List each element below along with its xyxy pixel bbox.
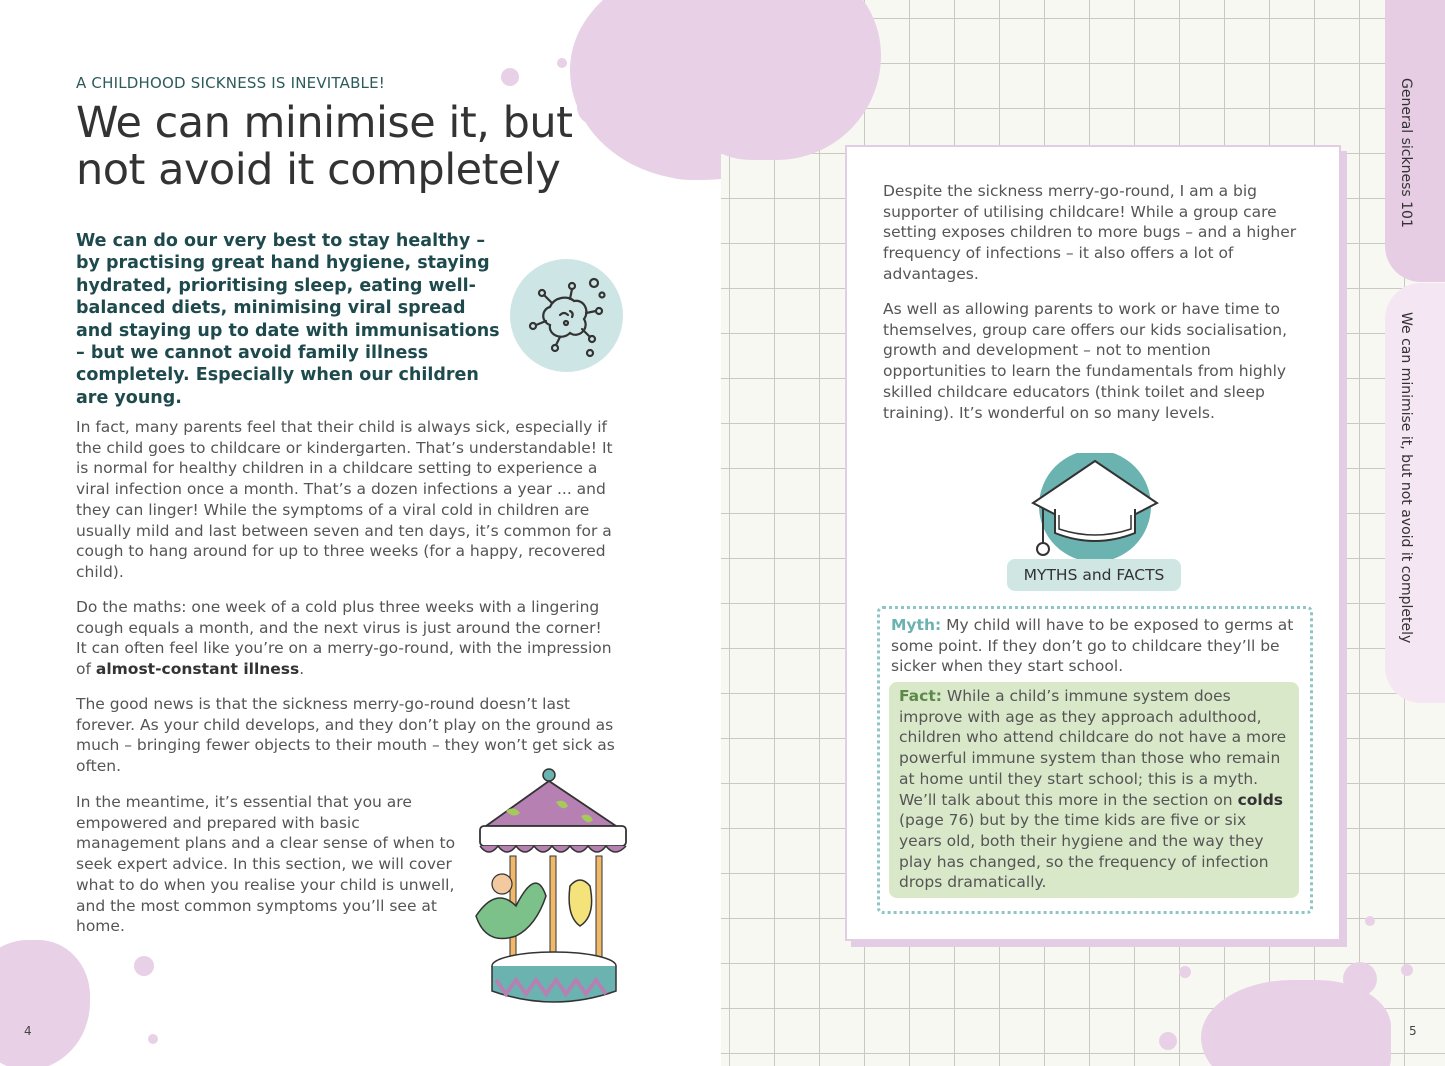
dot-decoration: [134, 956, 154, 976]
fact-label: Fact:: [899, 687, 942, 705]
fact-box: [889, 682, 1299, 898]
card-paragraph-1: Despite the sickness merry-go-round, I am a big supporter of utilising childcare! While a group care setting exposes children to more bugs – and a higher frequency of infections – it also offers a lot of advantages.: [883, 182, 1297, 283]
myth-fact-box: [877, 606, 1313, 914]
dot-decoration: [1159, 1032, 1177, 1050]
paragraph-1: In fact, many parents feel that their child is always sick, especially if the child goes to childcare or kindergarten. That’s understandable! It is normal for healthy children in a childcare setting to experience a viral infection once a month. That’s a dozen infections a year ... and they can linger! While the symptoms of a viral cold in children are usually mild and last between seven and ten days, it’s common for a cough to hang around for up to three weeks (for a happy, recovered child).: [76, 418, 613, 581]
myth-text: [891, 615, 1303, 677]
dot-decoration: [148, 1034, 158, 1044]
top-blob-decoration: [721, 0, 881, 160]
page-number-right: 5: [1409, 1024, 1417, 1038]
fact-body-start: While a child’s immune system does improve with age as they approach adulthood, children who attend childcare do not have a more powerful immune system than those who remain at home until they start school; this is a myth. We’ll talk about this more in the section on: [899, 687, 1287, 809]
dot-decoration: [1179, 966, 1191, 978]
paragraph-2: [76, 597, 616, 680]
fact-body-end: (page 76) but by the time kids are five or six years old, both their hygiene and the way they play has changed, so the frequency of infection drops dramatically.: [899, 811, 1269, 892]
chapter-tab-label: We can minimise it, but not avoid it completely: [1398, 312, 1414, 644]
card-paragraph-2: As well as allowing parents to work or have time to themselves, group care offers our kids socialisation, growth and development – not to mention opportunities to learn the fundamentals from highly skilled childcare educators (think toilet and sleep training). It’s wonderful on so many levels.: [883, 300, 1288, 422]
paragraph-2-start: Do the maths: one week of a cold plus three weeks with a lingering cough equals a month, and the next virus is just around the corner! It can often feel like you’re on a merry-go-round, with the impression of: [76, 598, 612, 679]
eyebrow-label: A CHILDHOOD SICKNESS IS INEVITABLE!: [76, 74, 386, 92]
dot-decoration: [1365, 916, 1375, 926]
page-title: We can minimise it, but not avoid it completely: [76, 98, 573, 195]
dot-decoration: [1343, 962, 1377, 996]
myths-facts-badge: MYTHS and FACTS: [1007, 559, 1181, 591]
colds-bold: colds: [1237, 790, 1284, 809]
intro-paragraph: We can do our very best to stay healthy – by practising great hand hygiene, staying hydrated, prioritising sleep, eating well-balanced diets, minimising viral spread and staying up to date with immunisations – but we cannot avoid family illness completely. Especially when our children are young.: [76, 231, 500, 408]
section-tab-label: General sickness 101: [1398, 78, 1414, 228]
paragraph-2-end: .: [299, 660, 305, 679]
dot-decoration: [1401, 964, 1413, 976]
dot-decoration: [501, 68, 519, 86]
left-page: [0, 0, 721, 1066]
chapter-tab: [1385, 283, 1445, 703]
paragraph-4: In the meantime, it’s essential that you are empowered and prepared with basic management plans and a clear sense of when to seek expert advice. In this section, we will cover what to do when you realise your child is unwell, and the most common symptoms you’ll see at home.: [76, 793, 456, 936]
bottom-blob-decoration: [0, 940, 90, 1066]
page-number-left: 4: [24, 1024, 32, 1038]
dot-decoration: [557, 58, 567, 68]
graduation-cap-icon: [1029, 453, 1161, 568]
paragraph-3: The good news is that the sickness merry-go-round doesn’t last forever. As your child develops, and they don’t play on the ground as much – bringing fewer objects to their mouth – they won’t get sick as often.: [76, 695, 615, 776]
virus-icon: [510, 259, 623, 372]
myth-body: My child will have to be exposed to germs at some point. If they don’t go to childcare they’ll be sicker when they start school.: [891, 616, 1294, 676]
info-card: [845, 145, 1341, 941]
myth-label: Myth:: [891, 616, 942, 634]
section-tab: [1385, 0, 1445, 282]
top-blob-drip: [650, 140, 721, 180]
carousel-illustration: [466, 766, 642, 1014]
almost-constant-illness-bold: almost-constant illness: [95, 660, 300, 679]
fact-text: [899, 686, 1293, 893]
